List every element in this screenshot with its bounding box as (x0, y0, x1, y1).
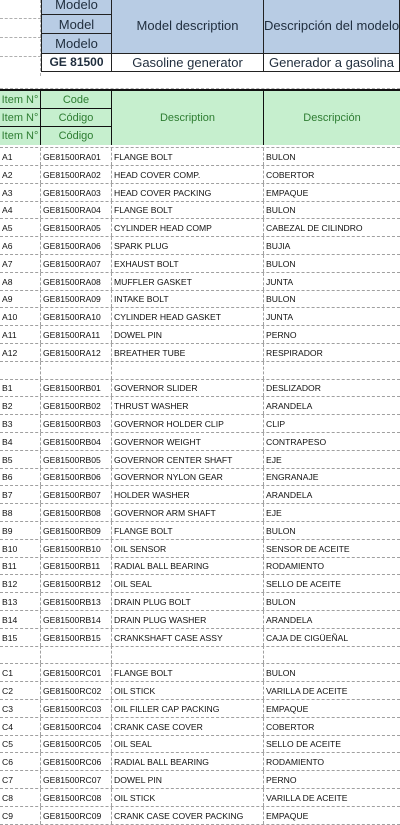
code-header-1: Code (41, 91, 112, 109)
description-es-cell: SENSOR DE ACEITE (266, 543, 350, 554)
item-number-cell: B8 (0, 504, 41, 521)
item-number-cell: A6 (0, 237, 41, 254)
table-row (0, 664, 400, 682)
description-es-cell: BULON (266, 152, 296, 162)
part-code-cell: GE81500RB04 (41, 433, 112, 450)
item-number-cell: B5 (0, 451, 41, 468)
part-code-cell: GE81500RA11 (41, 326, 112, 343)
part-code-cell: GE81500RB12 (41, 575, 112, 592)
table-row (0, 468, 400, 486)
description-es-cell: JUNTA (266, 312, 294, 323)
item-number-cell: B1 (0, 379, 41, 396)
description-es-cell: ENGRANAJE (266, 472, 319, 483)
item-number-cell (0, 646, 41, 663)
description-en-cell (112, 362, 264, 379)
table-row (0, 397, 400, 415)
table-row (0, 807, 400, 825)
description-es-cell: BULON (266, 668, 296, 679)
table-row (0, 184, 400, 202)
table-row (0, 504, 400, 522)
description-en-cell: EXHAUST BOLT (112, 255, 264, 272)
description-es-cell: EJE (266, 508, 282, 518)
table-row (0, 522, 400, 540)
description-es-cell: SELLO DE ACEITE (266, 739, 341, 750)
model-description-es-header: Descripción del modelo (264, 0, 400, 54)
code-header-2: Código (41, 109, 112, 127)
item-number-cell: A4 (0, 201, 41, 218)
item-number-cell: B9 (0, 522, 41, 539)
description-es-cell: ARANDELA (266, 490, 313, 501)
description-es-header: Descripción (264, 91, 400, 145)
item-number-cell: A7 (0, 255, 41, 272)
description-es-cell: BUJIA (266, 241, 291, 251)
description-es-cell (264, 646, 400, 663)
part-code-cell: GE81500RC07 (41, 771, 112, 788)
description-es-cell: JUNTA (266, 276, 294, 287)
item-number-cell: B6 (0, 468, 41, 485)
part-code-cell: GE81500RB01 (41, 379, 112, 396)
item-number-cell: C4 (0, 718, 41, 735)
description-en-cell: HEAD COVER COMP. (112, 166, 264, 183)
description-en-cell: GOVERNOR SLIDER (112, 379, 264, 396)
table-row (0, 753, 400, 771)
blank-separator-row (0, 646, 400, 664)
description-es-cell: CLIP (266, 419, 286, 429)
part-code-cell: GE81500RA04 (41, 201, 112, 218)
table-row (0, 557, 400, 575)
table-row (0, 255, 400, 273)
table-row (0, 290, 400, 308)
part-code-cell: GE81500RC06 (41, 753, 112, 770)
description-en-cell: OIL STICK (112, 789, 264, 806)
table-row (0, 611, 400, 629)
part-code-cell: GE81500RB09 (41, 522, 112, 539)
description-en-cell: OIL SEAL (112, 575, 264, 592)
description-en-cell: GOVERNOR HOLDER CLIP (112, 415, 264, 432)
description-en-cell: MUFFLER GASKET (112, 273, 264, 290)
item-number-cell: A9 (0, 290, 41, 307)
description-en-cell: FLANGE BOLT (112, 148, 264, 165)
description-es-cell: VARILLA DE ACEITE (266, 792, 348, 803)
item-number-cell: B3 (0, 415, 41, 432)
description-en-cell: CYLINDER HEAD COMP (112, 219, 264, 236)
description-en-cell: OIL SEAL (112, 735, 264, 752)
table-row (0, 700, 400, 718)
description-es-cell: EMPAQUE (266, 187, 309, 198)
item-number-cell: C8 (0, 789, 41, 806)
description-es-cell (264, 362, 400, 379)
description-en-cell: RADIAL BALL BEARING (112, 557, 264, 574)
part-code-cell: GE81500RA08 (41, 273, 112, 290)
part-code-cell: GE81500RB02 (41, 397, 112, 414)
part-code-cell: GE81500RB03 (41, 415, 112, 432)
part-code-cell: GE81500RC04 (41, 718, 112, 735)
item-number-cell: B11 (0, 557, 41, 574)
description-en-cell: CRANK CASE COVER PACKING (112, 807, 264, 824)
part-code-cell (41, 646, 112, 663)
description-es-cell: PERNO (266, 330, 297, 340)
part-code-cell: GE81500RA03 (41, 184, 112, 201)
item-number-cell: B10 (0, 540, 41, 557)
table-row (0, 451, 400, 469)
item-number-cell: B14 (0, 611, 41, 628)
table-row (0, 344, 400, 362)
model-label-2: Model (41, 15, 112, 34)
description-en-cell: GOVERNOR ARM SHAFT (112, 504, 264, 521)
table-row (0, 771, 400, 789)
item-number-cell: A1 (0, 148, 41, 165)
model-description-en-header: Model description (112, 0, 264, 54)
part-code-cell: GE81500RC08 (41, 789, 112, 806)
model-label-1: Modelo (41, 0, 112, 15)
part-code-cell: GE81500RA12 (41, 344, 112, 361)
table-row (0, 486, 400, 504)
item-number-cell: B7 (0, 486, 41, 503)
table-row (0, 629, 400, 647)
model-description-en: Gasoline generator (112, 53, 264, 72)
description-en-cell: HEAD COVER PACKING (112, 184, 264, 201)
part-code-cell: GE81500RC09 (41, 807, 112, 824)
part-code-cell: GE81500RB11 (41, 557, 112, 574)
description-es-cell: CAJA DE CIGÜEÑAL (266, 632, 349, 643)
description-es-cell: ARANDELA (266, 401, 313, 412)
part-code-cell: GE81500RB07 (41, 486, 112, 503)
part-code-cell: GE81500RC05 (41, 735, 112, 752)
table-row (0, 593, 400, 611)
description-en-cell: GOVERNOR CENTER SHAFT (112, 451, 264, 468)
model-label-3: Modelo (41, 34, 112, 54)
table-row (0, 308, 400, 326)
description-en-cell (112, 646, 264, 663)
item-number-cell: B2 (0, 397, 41, 414)
model-code: GE 81500 (41, 53, 112, 72)
description-en-cell: OIL SENSOR (112, 540, 264, 557)
table-row (0, 433, 400, 451)
description-es-cell: VARILLA DE ACEITE (266, 686, 348, 696)
item-number-cell: A5 (0, 219, 41, 236)
item-number-cell: C2 (0, 682, 41, 699)
parts-table-body (0, 148, 400, 821)
item-number-cell: A10 (0, 308, 41, 325)
table-row (0, 201, 400, 219)
description-en-cell: HOLDER WASHER (112, 486, 264, 503)
part-code-cell: GE81500RB05 (41, 451, 112, 468)
table-row (0, 735, 400, 753)
description-es-cell: EJE (266, 454, 282, 465)
spacer-row (0, 72, 400, 89)
item-number-cell: A8 (0, 273, 41, 290)
description-en-cell: CRANKSHAFT CASE ASSY (112, 629, 264, 646)
description-en-cell: FLANGE BOLT (112, 664, 264, 681)
description-es-cell: RESPIRADOR (266, 347, 323, 358)
part-code-cell: GE81500RB14 (41, 611, 112, 628)
item-number-cell: B12 (0, 575, 41, 592)
table-row (0, 148, 400, 166)
part-code-cell: GE81500RA10 (41, 308, 112, 325)
description-en-cell: RADIAL BALL BEARING (112, 753, 264, 770)
description-en-cell: FLANGE BOLT (112, 201, 264, 218)
table-row (0, 273, 400, 291)
description-es-cell: RODAMIENTO (266, 757, 325, 768)
part-code-cell (41, 362, 112, 379)
item-number-cell: C5 (0, 735, 41, 752)
description-en-cell: BREATHER TUBE (112, 344, 264, 361)
item-number-cell (0, 362, 41, 379)
item-number-cell: C1 (0, 664, 41, 681)
description-en-cell: OIL FILLER CAP PACKING (112, 700, 264, 717)
part-code-cell: GE81500RA01 (41, 148, 112, 165)
model-description-es: Generador a gasolina (264, 53, 400, 72)
item-number-cell: B4 (0, 433, 41, 450)
part-code-cell: GE81500RC03 (41, 700, 112, 717)
item-number-cell: A3 (0, 184, 41, 201)
part-code-cell: GE81500RA06 (41, 237, 112, 254)
item-number-cell: C6 (0, 753, 41, 770)
description-en-cell: GOVERNOR NYLON GEAR (112, 468, 264, 485)
description-es-cell: DESLIZADOR (266, 383, 321, 394)
part-code-cell: GE81500RB15 (41, 629, 112, 646)
item-number-cell: A2 (0, 166, 41, 183)
description-es-cell: PERNO (266, 775, 297, 785)
item-number-header-2: Item N° (0, 109, 41, 127)
part-code-cell: GE81500RA07 (41, 255, 112, 272)
item-number-cell: C3 (0, 700, 41, 717)
description-es-cell: BULON (266, 597, 296, 607)
description-es-cell: ARANDELA (266, 614, 313, 625)
description-en-cell: THRUST WASHER (112, 397, 264, 414)
part-code-cell: GE81500RB13 (41, 593, 112, 610)
description-es-cell: SELLO DE ACEITE (266, 579, 341, 590)
description-es-cell: COBERTOR (266, 169, 315, 180)
table-row (0, 789, 400, 807)
description-es-cell: BULON (266, 525, 296, 536)
table-row (0, 379, 400, 397)
description-en-cell: DRAIN PLUG WASHER (112, 611, 264, 628)
table-row (0, 219, 400, 237)
item-number-cell: B13 (0, 593, 41, 610)
table-row (0, 237, 400, 255)
description-es-cell: BULON (266, 258, 296, 269)
description-es-cell: BULON (266, 294, 296, 305)
part-code-cell: GE81500RB06 (41, 468, 112, 485)
item-number-cell: C9 (0, 807, 41, 824)
blank-separator-row (0, 362, 400, 380)
description-es-cell: EMPAQUE (266, 703, 309, 714)
code-header-3: Código (41, 127, 112, 145)
description-en-cell: DOWEL PIN (112, 771, 264, 788)
description-es-cell: EMPAQUE (266, 810, 309, 821)
table-row (0, 575, 400, 593)
table-row (0, 326, 400, 344)
part-code-cell: GE81500RC02 (41, 682, 112, 699)
description-es-cell: BULON (266, 205, 296, 216)
table-row (0, 415, 400, 433)
description-en-cell: FLANGE BOLT (112, 522, 264, 539)
item-number-header-1: Item N° (0, 91, 41, 109)
description-es-cell: CABEZAL DE CILINDRO (266, 223, 363, 234)
description-en-header: Description (112, 91, 264, 145)
description-es-cell: RODAMIENTO (266, 561, 325, 572)
table-row (0, 682, 400, 700)
parts-table-header (0, 89, 400, 145)
part-code-cell: GE81500RC01 (41, 664, 112, 681)
item-number-cell: A12 (0, 344, 41, 361)
table-row (0, 718, 400, 736)
description-en-cell: DRAIN PLUG BOLT (112, 593, 264, 610)
part-code-cell: GE81500RA09 (41, 290, 112, 307)
description-en-cell: INTAKE BOLT (112, 290, 264, 307)
item-number-header-3: Item N° (0, 127, 41, 145)
model-header-block (0, 0, 400, 76)
part-code-cell: GE81500RB08 (41, 504, 112, 521)
item-number-cell: C7 (0, 771, 41, 788)
item-number-cell: A11 (0, 326, 41, 343)
part-code-cell: GE81500RA05 (41, 219, 112, 236)
description-es-cell: CONTRAPESO (266, 436, 327, 447)
part-code-cell: GE81500RA02 (41, 166, 112, 183)
description-en-cell: CYLINDER HEAD GASKET (112, 308, 264, 325)
item-number-cell: B15 (0, 629, 41, 646)
description-en-cell: GOVERNOR WEIGHT (112, 433, 264, 450)
left-blank-cells (0, 0, 41, 76)
part-code-cell: GE81500RB10 (41, 540, 112, 557)
description-en-cell: DOWEL PIN (112, 326, 264, 343)
description-en-cell: CRANK CASE COVER (112, 718, 264, 735)
table-row (0, 166, 400, 184)
description-en-cell: OIL STICK (112, 682, 264, 699)
description-es-cell: COBERTOR (266, 721, 315, 732)
table-row (0, 540, 400, 558)
description-en-cell: SPARK PLUG (112, 237, 264, 254)
